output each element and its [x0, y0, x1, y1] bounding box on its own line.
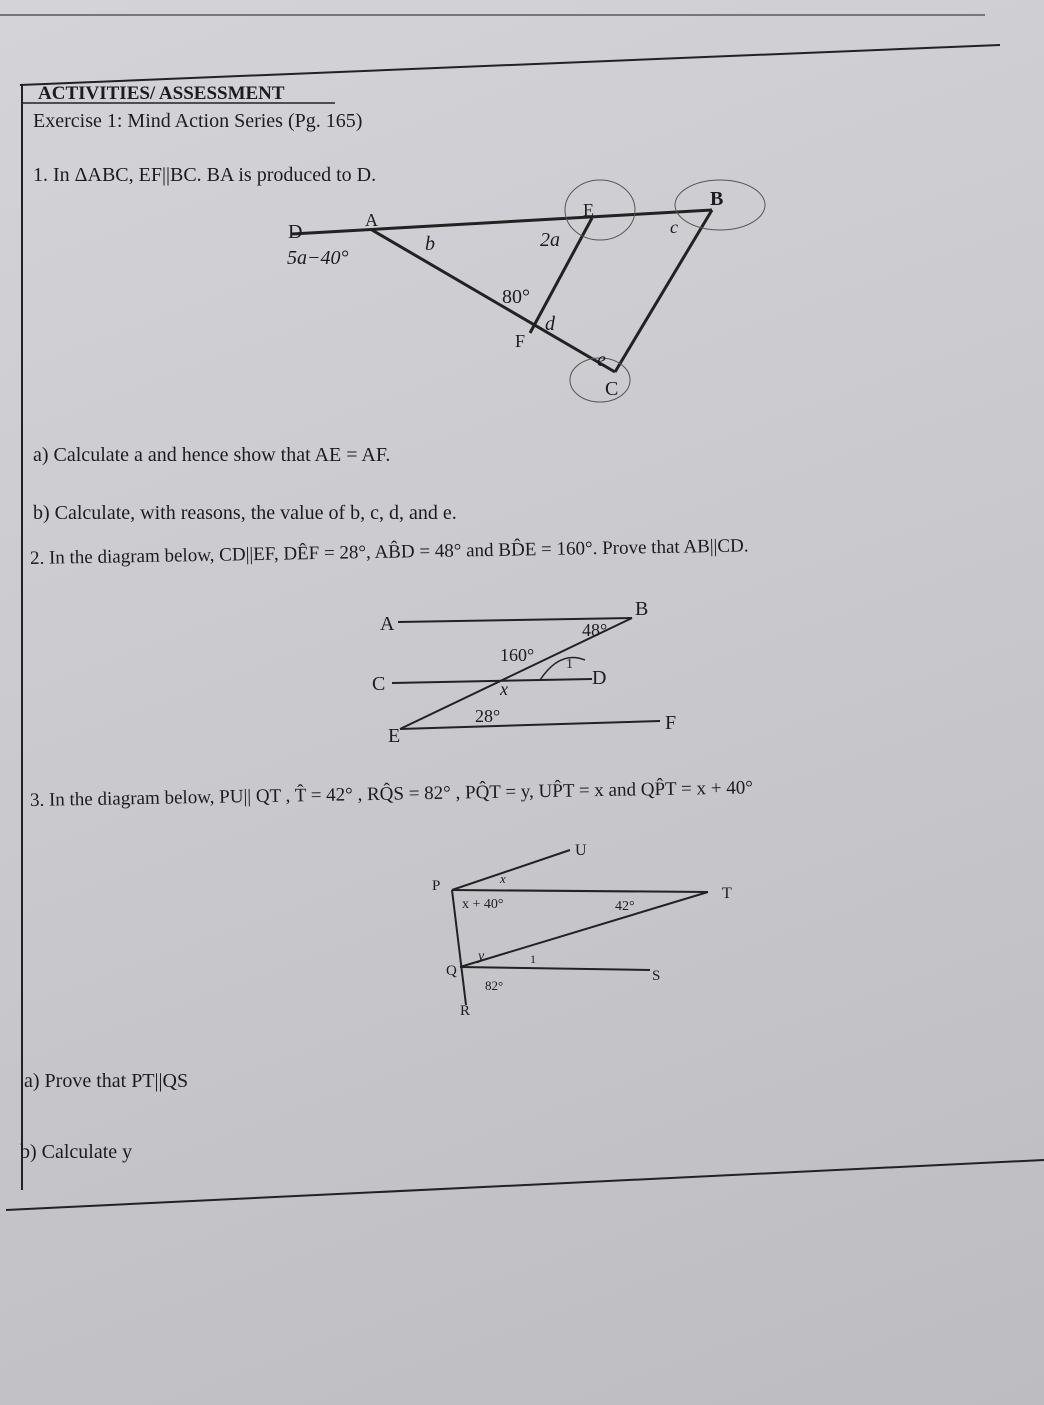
- svg-text:E: E: [388, 725, 401, 747]
- question-3b: b) Calculate y: [20, 1141, 133, 1163]
- svg-text:80°: 80°: [502, 286, 530, 308]
- svg-text:T: T: [722, 885, 732, 902]
- svg-text:b: b: [425, 233, 435, 255]
- question-2-text: 2. In the diagram below, CD||EF, DÊF = 28°, AB̂D = 48° and BD̂E = 160°. Prove that AB||CD.: [29, 535, 749, 569]
- svg-text:x + 40°: x + 40°: [462, 897, 504, 912]
- svg-text:F: F: [515, 331, 526, 351]
- svg-text:1: 1: [566, 657, 573, 672]
- svg-text:C: C: [372, 673, 386, 695]
- triangle-diagram-1: [287, 180, 765, 402]
- svg-text:e: e: [597, 349, 606, 371]
- question-3a: a) Prove that PT||QS: [24, 1070, 189, 1092]
- svg-text:160°: 160°: [500, 645, 535, 665]
- parallel-lines-diagram-3: [432, 842, 732, 1019]
- svg-text:1: 1: [530, 952, 536, 966]
- svg-text:c: c: [670, 217, 678, 237]
- parallel-lines-diagram-2: [372, 598, 676, 747]
- svg-text:E: E: [583, 200, 594, 220]
- svg-text:B: B: [635, 598, 649, 620]
- svg-text:D: D: [288, 221, 303, 243]
- svg-text:P: P: [432, 878, 441, 894]
- question-1-text: 1. In ΔABC, EF||BC. BA is produced to D.: [33, 164, 377, 186]
- svg-text:B: B: [710, 188, 724, 210]
- bottom-border: [6, 1160, 1044, 1210]
- svg-text:S: S: [652, 968, 661, 984]
- svg-text:x: x: [500, 679, 508, 699]
- svg-text:2a: 2a: [540, 229, 560, 251]
- svg-text:D: D: [592, 667, 607, 689]
- svg-text:48°: 48°: [582, 620, 608, 640]
- question-3-text: 3. In the diagram below, PU|| QT , T̂ = 42° , RQ̂S = 82° , PQ̂T = y, UP̂T = x and QP̂T = x + 40°: [29, 777, 754, 811]
- header-rule: [20, 45, 1000, 85]
- svg-text:5a−40°: 5a−40°: [287, 247, 349, 269]
- svg-text:R: R: [460, 1003, 471, 1019]
- svg-text:82°: 82°: [485, 978, 504, 993]
- question-1a: a) Calculate a and hence show that AE = AF.: [33, 444, 391, 466]
- svg-text:Q: Q: [446, 963, 457, 979]
- svg-text:A: A: [365, 210, 378, 230]
- svg-text:42°: 42°: [615, 899, 635, 914]
- svg-text:F: F: [665, 712, 677, 734]
- question-1b: b) Calculate, with reasons, the value of b, c, d, and e.: [33, 502, 457, 524]
- svg-text:A: A: [380, 613, 395, 635]
- svg-text:x: x: [500, 871, 506, 886]
- svg-text:C: C: [605, 378, 619, 400]
- svg-text:d: d: [545, 313, 555, 335]
- exercise-heading: Exercise 1: Mind Action Series (Pg. 165): [33, 110, 363, 132]
- section-title: ACTIVITIES/ ASSESSMENT: [38, 83, 285, 104]
- svg-text:U: U: [575, 842, 587, 859]
- svg-text:y: y: [478, 949, 485, 964]
- svg-text:28°: 28°: [475, 706, 501, 726]
